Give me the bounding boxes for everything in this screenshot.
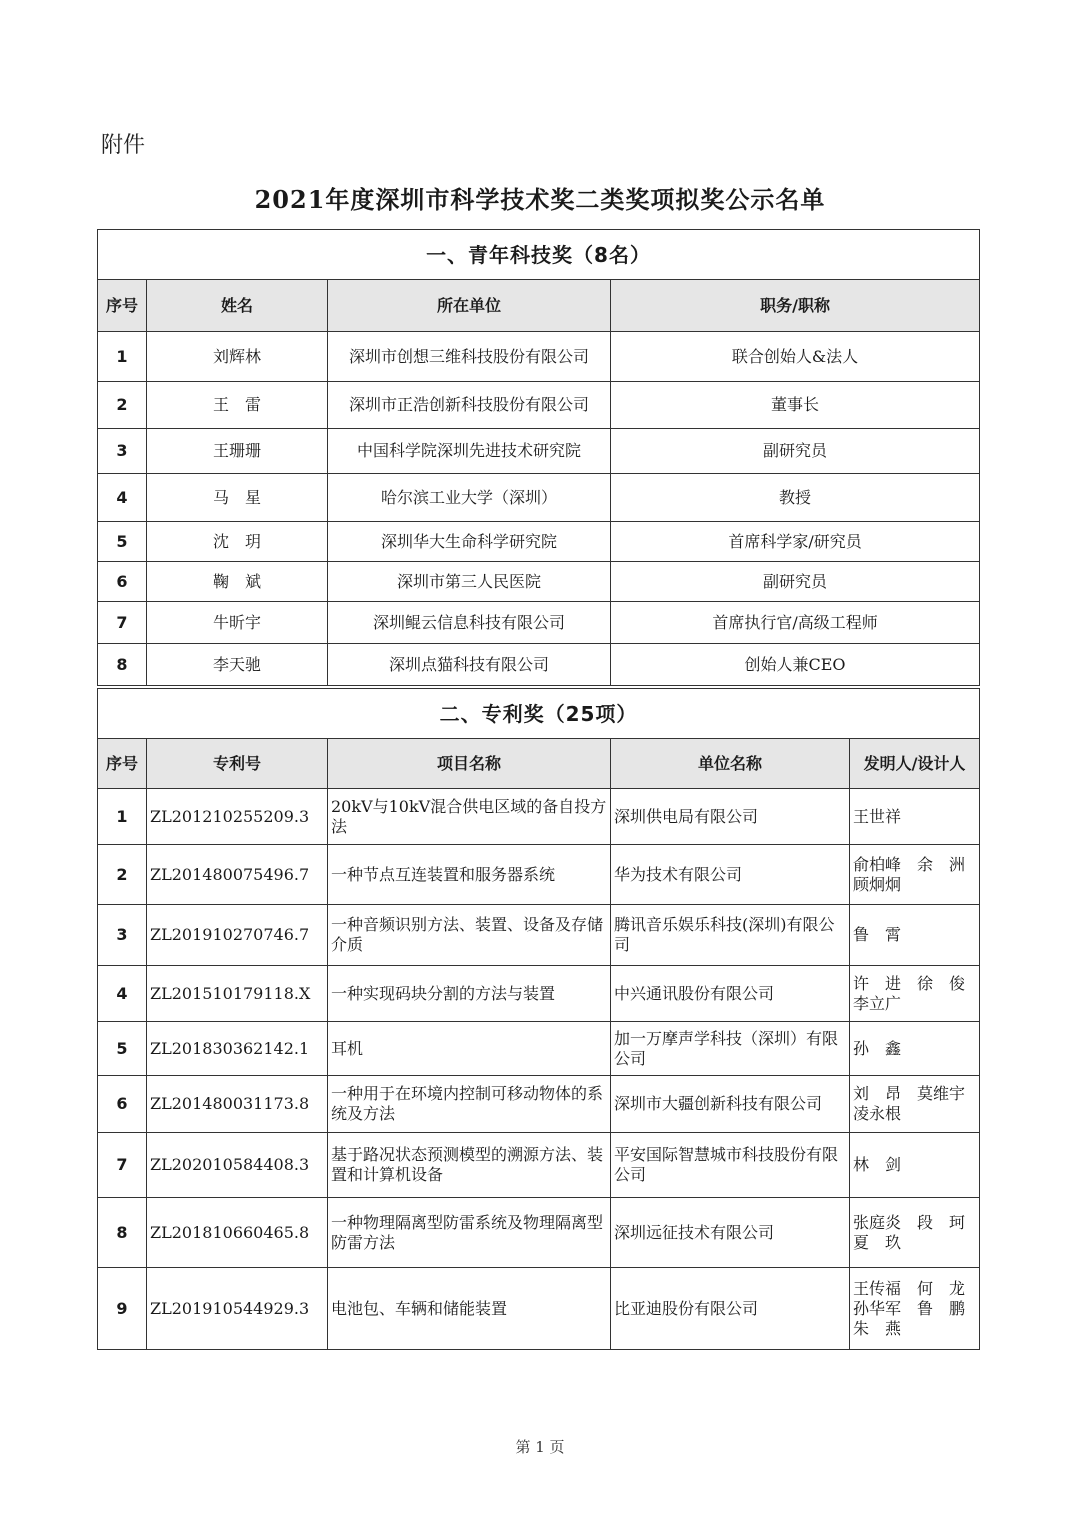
inventors: 孙 鑫 [850,1022,980,1076]
col-header-unit: 所在单位 [328,280,611,332]
row-index: 1 [98,789,147,845]
patent-number: ZL201510179118.X [147,966,328,1022]
unit-name: 腾讯音乐娱乐科技(深圳)有限公司 [611,905,850,966]
unit-name: 深圳市第三人民医院 [328,562,611,602]
project-name: 一种实现码块分割的方法与装置 [328,966,611,1022]
unit-name: 深圳市大疆创新科技有限公司 [611,1076,850,1133]
table-row [98,1133,980,1198]
project-name: 一种节点互连装置和服务器系统 [328,845,611,905]
row-index: 2 [98,382,147,429]
inventors: 许 进 徐 俊 李立广 [850,966,980,1022]
table-row [98,562,980,602]
unit-name: 中兴通讯股份有限公司 [611,966,850,1022]
attachment-label: 附件 [101,133,146,158]
section1-heading: 一、青年科技奖（8名） [98,230,980,280]
patent-number: ZL201830362142.1 [147,1022,328,1076]
row-index: 7 [98,602,147,644]
inventors: 王传福 何 龙 孙华军 鲁 鹏 朱 燕 [850,1268,980,1350]
table-row [98,966,980,1022]
patent-number: ZL202010584408.3 [147,1133,328,1198]
col-header-index: 序号 [98,739,147,789]
row-index: 6 [98,1076,147,1133]
inventors: 林 剑 [850,1133,980,1198]
job-title: 副研究员 [611,562,980,602]
row-index: 8 [98,644,147,686]
person-name: 刘辉林 [147,332,328,382]
inventors: 俞柏峰 余 洲 顾炯炯 [850,845,980,905]
person-name: 王珊珊 [147,429,328,474]
unit-name: 深圳市正浩创新科技股份有限公司 [328,382,611,429]
row-index: 2 [98,845,147,905]
col-header-project: 项目名称 [328,739,611,789]
unit-name: 深圳市创想三维科技股份有限公司 [328,332,611,382]
unit-name: 中国科学院深圳先进技术研究院 [328,429,611,474]
unit-name: 平安国际智慧城市科技股份有限公司 [611,1133,850,1198]
row-index: 7 [98,1133,147,1198]
project-name: 一种物理隔离型防雷系统及物理隔离型防雷方法 [328,1198,611,1268]
row-index: 4 [98,966,147,1022]
row-index: 9 [98,1268,147,1350]
patent-number: ZL201910544929.3 [147,1268,328,1350]
patent-number: ZL201810660465.8 [147,1198,328,1268]
page-number: 第 1 页 [515,1438,565,1456]
job-title: 创始人兼CEO [611,644,980,686]
project-name: 耳机 [328,1022,611,1076]
table-row [98,602,980,644]
project-name: 20kV与10kV混合供电区域的备自投方法 [328,789,611,845]
table-row [98,789,980,845]
col-header-index: 序号 [98,280,147,332]
col-header-patent-no: 专利号 [147,739,328,789]
table-row [98,332,980,382]
row-index: 6 [98,562,147,602]
col-header-inventor: 发明人/设计人 [850,739,980,789]
patent-number: ZL201480075496.7 [147,845,328,905]
person-name: 马 星 [147,474,328,522]
inventors: 王世祥 [850,789,980,845]
person-name: 沈 玥 [147,522,328,562]
table-row [98,382,980,429]
row-index: 3 [98,905,147,966]
project-name: 基于路况状态预测模型的溯源方法、装置和计算机设备 [328,1133,611,1198]
row-index: 5 [98,522,147,562]
person-name: 鞠 斌 [147,562,328,602]
unit-name: 哈尔滨工业大学（深圳） [328,474,611,522]
unit-name: 深圳华大生命科学研究院 [328,522,611,562]
unit-name: 比亚迪股份有限公司 [611,1268,850,1350]
row-index: 3 [98,429,147,474]
col-header-name: 姓名 [147,280,328,332]
section2-heading: 二、专利奖（25项） [98,689,980,739]
youth-award-table [97,229,980,686]
row-index: 4 [98,474,147,522]
row-index: 1 [98,332,147,382]
patent-number: ZL201910270746.7 [147,905,328,966]
person-name: 李天驰 [147,644,328,686]
table-row [98,474,980,522]
project-name: 一种用于在环境内控制可移动物体的系统及方法 [328,1076,611,1133]
unit-name: 深圳鲲云信息科技有限公司 [328,602,611,644]
row-index: 8 [98,1198,147,1268]
col-header-title: 职务/职称 [611,280,980,332]
job-title: 联合创始人&法人 [611,332,980,382]
job-title: 董事长 [611,382,980,429]
inventors: 鲁 霄 [850,905,980,966]
unit-name: 华为技术有限公司 [611,845,850,905]
table-row [98,1198,980,1268]
person-name: 牛昕宇 [147,602,328,644]
job-title: 教授 [611,474,980,522]
project-name: 一种音频识别方法、装置、设备及存储介质 [328,905,611,966]
patent-award-table [97,688,980,1350]
table-row [98,1268,980,1350]
job-title: 首席科学家/研究员 [611,522,980,562]
inventors: 张庭炎 段 珂 夏 玖 [850,1198,980,1268]
inventors: 刘 昂 莫维宇 凌永根 [850,1076,980,1133]
person-name: 王 雷 [147,382,328,429]
unit-name: 深圳点猫科技有限公司 [328,644,611,686]
table-row [98,429,980,474]
table-row [98,1022,980,1076]
job-title: 首席执行官/高级工程师 [611,602,980,644]
row-index: 5 [98,1022,147,1076]
document-title: 2021年度深圳市科学技术奖二类奖项拟奖公示名单 [254,185,826,214]
unit-name: 加一万摩声学科技（深圳）有限公司 [611,1022,850,1076]
table-row [98,644,980,686]
patent-number: ZL201210255209.3 [147,789,328,845]
table-row [98,845,980,905]
table-row [98,522,980,562]
col-header-unit: 单位名称 [611,739,850,789]
job-title: 副研究员 [611,429,980,474]
table-row [98,1076,980,1133]
project-name: 电池包、车辆和储能装置 [328,1268,611,1350]
patent-number: ZL201480031173.8 [147,1076,328,1133]
unit-name: 深圳供电局有限公司 [611,789,850,845]
unit-name: 深圳远征技术有限公司 [611,1198,850,1268]
table-row [98,905,980,966]
